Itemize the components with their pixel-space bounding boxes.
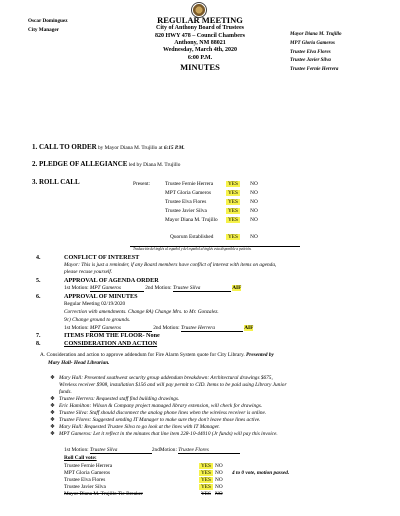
minutes-text: Regular Meeting 02/19/2020 (64, 301, 126, 307)
no-vote: NO (250, 234, 258, 240)
motion-row: 1st Motion: MPT Gameros 2nd Motion: Trustee Herrera AIF (64, 325, 254, 331)
item-floor: ITEMS FROM THE FLOOR- None (64, 332, 160, 339)
meeting-date: Wednesday, March 4th, 2020 (162, 47, 238, 54)
yes-vote: YES (227, 217, 238, 223)
no-vote: NO (250, 190, 258, 196)
roll-name: Trustee Elva Flores (165, 199, 207, 205)
discussion-note: Trustee Herrera: Requested staff find building drawings. (59, 396, 180, 402)
discussion-note: Mary Hall: Presented southwest security group addendum breakdown: Architectural drawings $675, (59, 375, 273, 381)
roll-name: Trustee Fernie Herrera (165, 181, 214, 187)
bullet-icon: ❖ (50, 417, 55, 423)
roll-name: Mayor Diana M. Trujillo (165, 217, 218, 223)
meeting-city: Anthony, NM 88021 (174, 39, 226, 46)
vote-name: MPT Gloria Gameros (64, 470, 111, 476)
vote-result: 4 to 0 vote, motion passed. (232, 470, 290, 476)
meeting-org: City of Anthony Board of Trustees (156, 25, 244, 32)
roll-name: MPT Gloria Gameros (165, 190, 212, 196)
item-conflict-of-interest: CONFLICT OF INTEREST (64, 254, 140, 261)
minutes-text: 9c) Change ground to grounds. (64, 317, 131, 323)
item-number: 4. (36, 255, 41, 261)
yes-vote: YES (200, 484, 211, 490)
no-vote: NO (215, 484, 223, 490)
item-number: 5. (36, 278, 41, 284)
no-vote: NO (250, 217, 258, 223)
meeting-title: REGULAR MEETING (157, 15, 243, 25)
city-manager-block (28, 17, 68, 35)
vote-name: Trustee Elva Flores (64, 477, 106, 483)
trustee-name: Trustee Elva Flores (290, 49, 331, 55)
minutes-text: Correction with amendments. Change 8A) Change Mrs. to Mr. Gonzalez. (64, 309, 219, 315)
yes-vote: YES (200, 463, 211, 469)
yes-vote: YES (227, 181, 238, 187)
city-manager-name: Oscar Dominguez (28, 18, 68, 24)
no-vote: NO (215, 470, 223, 476)
motion-row: 1st Motion: MPT Gameros 2nd Motion: Trustee Silva AIF (64, 285, 242, 291)
trustee-name: Mayor Diana M. Trujillo (290, 32, 342, 37)
item-a-title: A. Consideration and action to approve addendum for Fire Alarm System quote for City Library. Presented by (40, 352, 274, 358)
bullet-icon: ❖ (50, 403, 55, 409)
conflict-text: please recuse yourself. (64, 269, 113, 275)
vote-name: Mayor Diana M. Trujillo Tie Breaker (64, 491, 143, 497)
no-vote: NO (215, 463, 223, 469)
item-agenda-order: APPROVAL OF AGENDA ORDER (64, 277, 159, 284)
item-number: 7. (36, 333, 41, 339)
discussion-note: funds. (59, 389, 72, 395)
quorum-label: Quorum Established (170, 234, 214, 240)
vote-name: Trustee Javier Silva (64, 484, 106, 490)
present-label: Present: (133, 181, 151, 187)
no-vote: NO (250, 208, 258, 214)
no-vote: NO (250, 181, 258, 187)
item-consideration: CONSIDERATION AND ACTION (64, 340, 158, 347)
yes-vote: YES (227, 234, 238, 240)
discussion-note: Mary Hall: Requested Trustee Silva to go look at the lines with IT Manager. (59, 424, 220, 430)
trustee-name: MPT Gloria Gameros (290, 40, 335, 46)
item-number: 8. (36, 341, 41, 347)
item-a-presenter: Mary Hall- Head Librarian. (48, 360, 110, 366)
meeting-title-block (120, 15, 280, 72)
meeting-time: 6:00 P.M. (187, 54, 213, 61)
roll-name: Trustee Javier Silva (165, 208, 207, 214)
bullet-icon: ❖ (50, 424, 55, 430)
yes-vote: YES (200, 477, 211, 483)
conflict-text: Mayor: This is just a reminder, if any Board members have conflict of interest with items on agenda, (64, 262, 277, 268)
discussion-note: Trustee Flores: Suggested sending IT Manager to make sure they don't leave those lines active. (59, 417, 261, 423)
yes-vote: YES (227, 199, 238, 205)
meeting-address: 820 HWY 478 – Council Chambers (155, 32, 245, 39)
no-vote: NO (250, 199, 258, 205)
discussion-note: Eric Hamilton: Wilson & Company project managed library extension, will check for drawings. (59, 403, 263, 409)
discussion-note: Wireless receiver $908, installation $156 and will pay permit to CID. Items to be paid using Library Junior (59, 382, 287, 388)
translation-note: Traducción del inglés al español y del español al inglés esta disponible a petición. (133, 247, 252, 251)
trustee-list (290, 31, 342, 75)
yes-vote: YES (227, 208, 238, 214)
minutes-heading: MINUTES (180, 61, 220, 72)
bullet-icon: ❖ (50, 431, 55, 437)
yes-vote: YES (200, 470, 211, 476)
discussion-note: MPT Gameros: Let it reflect in the minutes that line item 228-10-44010 (Jr funds) will pay this invoice. (59, 431, 278, 437)
trustee-name: Trustee Fernie Herrera (290, 67, 339, 72)
no-vote: NO (215, 477, 223, 483)
item-roll-call: 3. ROLL CALL (32, 178, 80, 186)
item-number: 6. (36, 294, 41, 300)
item-call-to-order: 1. CALL TO ORDER by Mayor Diana M. Trujillo at 6:15 P.M. (32, 143, 185, 151)
city-manager-title: City Manager (28, 26, 59, 33)
motion-row: 1st Motion: Trustee Silva 2ndMotion: Trustee Flores (64, 447, 240, 454)
trustee-name: Trustee Javier Silva (290, 58, 331, 64)
roll-call-vote-label: Roll Call vote: (64, 455, 97, 461)
item-pledge: 2. PLEDGE OF ALLEGIANCE led by Diana M. Trujillo (32, 160, 181, 168)
bullet-icon: ❖ (50, 396, 55, 402)
bullet-icon: ❖ (50, 410, 55, 416)
no-vote: NO (215, 491, 223, 497)
yes-vote: YES (200, 491, 211, 497)
bullet-icon: ❖ (50, 375, 55, 381)
yes-vote: YES (227, 190, 238, 196)
item-minutes-approval: APPROVAL OF MINUTES (64, 293, 138, 300)
vote-name: Trustee Fernie Herrera (64, 463, 113, 469)
discussion-note: Trustee Silva: Staff should disconnect the analog phone lines when the wireless receiver is online. (59, 410, 267, 416)
